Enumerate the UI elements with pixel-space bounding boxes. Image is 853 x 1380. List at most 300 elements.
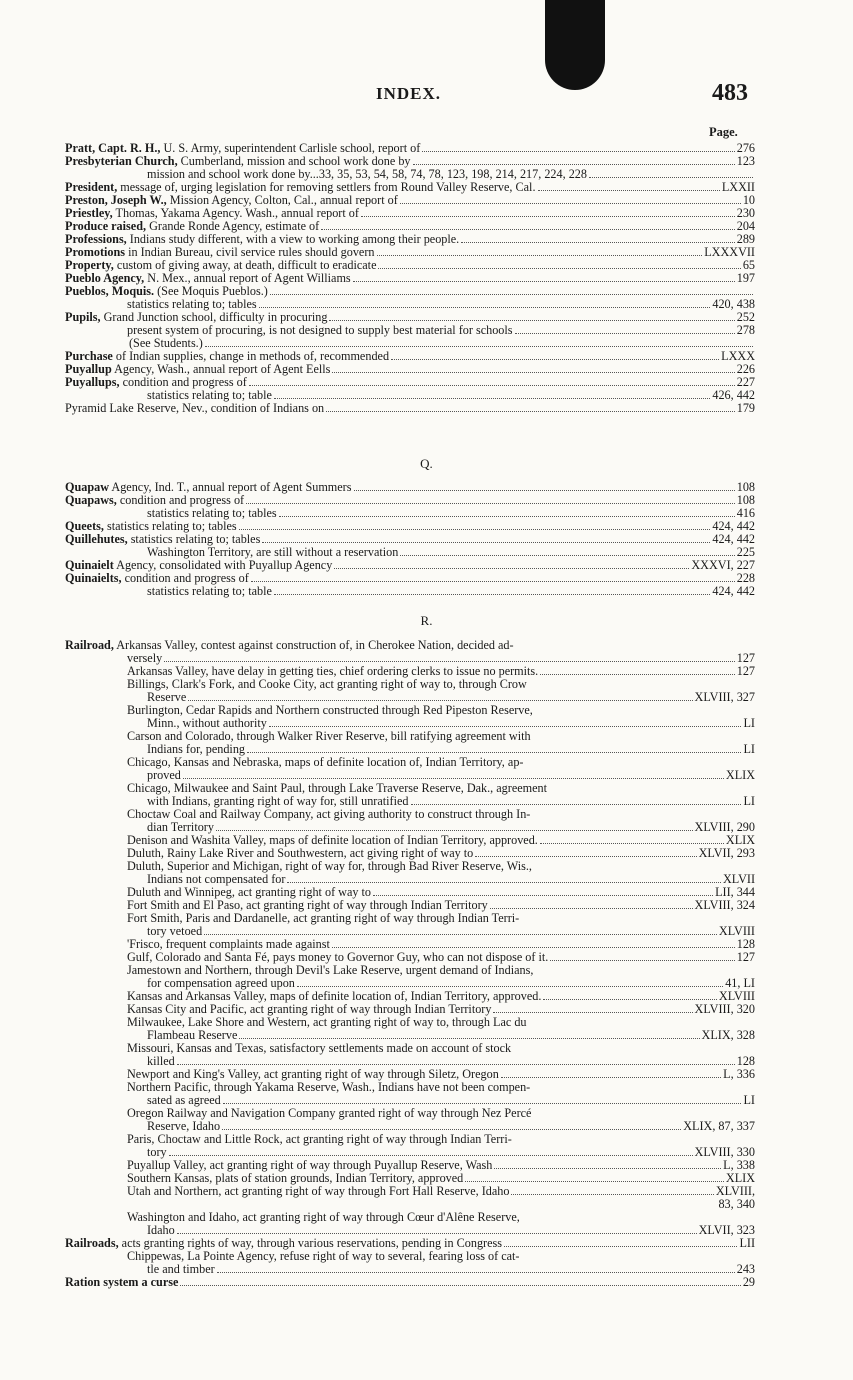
- entry-description: Washington and Idaho, act granting right of way through Cœur d'Alêne Reserve,: [127, 1211, 520, 1224]
- dot-leader: [504, 1246, 737, 1247]
- dot-leader: [332, 372, 734, 373]
- entry-heading: Quillehutes,: [65, 533, 128, 546]
- entry-text: [127, 1016, 527, 1029]
- dot-leader: [373, 895, 713, 896]
- index-entry: [65, 1211, 755, 1224]
- entry-description: Oregon Railway and Navigation Company granted right of way through Nez Percé: [127, 1107, 532, 1120]
- entry-page-reference: 108: [736, 494, 755, 507]
- dot-leader: [377, 255, 703, 256]
- entry-description: dian Territory: [147, 821, 214, 834]
- entry-description: tle and timber: [147, 1263, 215, 1276]
- index-entry: [65, 520, 755, 533]
- entry-page-reference: XLIX, 328: [701, 1029, 755, 1042]
- index-entry: [65, 1185, 755, 1198]
- dot-leader: [465, 1181, 724, 1182]
- dot-leader: [501, 1077, 721, 1078]
- dot-leader: [353, 281, 735, 282]
- entry-description: Fort Smith and El Paso, act granting right of way through Indian Territory: [127, 899, 488, 912]
- entry-text: [147, 821, 214, 834]
- dot-leader: [543, 999, 716, 1000]
- index-entry: [65, 1172, 755, 1185]
- entry-text: [65, 520, 237, 533]
- entry-text: [147, 1146, 167, 1159]
- entry-text: [65, 220, 319, 233]
- dot-leader: [274, 398, 710, 399]
- entry-description: Missouri, Kansas and Texas, satisfactory settlements made on account of stock: [127, 1042, 512, 1055]
- entry-text: [127, 1081, 530, 1094]
- entry-description: Newport and King's Valley, act granting right of way through Siletz, Oregon: [127, 1068, 499, 1081]
- index-entry: [65, 1133, 755, 1146]
- dot-leader: [511, 1194, 713, 1195]
- entry-page-reference: XLVII: [722, 873, 755, 886]
- entry-page-reference: 227: [736, 376, 755, 389]
- entry-text: [129, 337, 203, 350]
- index-entry: [65, 585, 755, 598]
- dot-leader: [329, 320, 734, 321]
- index-entry: [65, 704, 755, 717]
- index-entry: [65, 1081, 755, 1094]
- entry-page-reference: 65: [742, 259, 755, 272]
- entry-description: U. S. Army, superintendent Carlisle school, report of: [160, 142, 421, 155]
- page-number: 483: [712, 80, 748, 106]
- entry-page-reference: 424, 442: [712, 520, 755, 533]
- entry-text: [127, 1133, 512, 1146]
- index-entry: [65, 899, 755, 912]
- entry-description: versely: [127, 652, 163, 665]
- dot-leader: [270, 294, 753, 295]
- ink-blot: [545, 0, 605, 90]
- entry-description: statistics relating to; table: [147, 389, 272, 402]
- entry-page-reference: LI: [743, 743, 755, 756]
- entry-description: Reserve, Idaho: [147, 1120, 221, 1133]
- index-entry: [65, 795, 755, 808]
- entry-description: Burlington, Cedar Rapids and Northern constructed through Red Pipeston Reserve,: [127, 704, 533, 717]
- entry-page-reference: LII, 344: [715, 886, 755, 899]
- entry-description: Grand Junction school, difficulty in procuring: [100, 311, 328, 324]
- entry-text: [147, 1224, 175, 1237]
- entry-page-reference: LI: [743, 717, 755, 730]
- entry-text: [127, 912, 519, 925]
- dot-leader: [177, 1233, 697, 1234]
- entry-description: Northern Pacific, through Yakama Reserve, Wash., Indians have not been compen-: [127, 1081, 531, 1094]
- page-title: INDEX.: [376, 84, 442, 103]
- entry-text: [147, 691, 186, 704]
- entry-description: Agency, Wash., annual report of Agent Eells: [111, 363, 331, 376]
- entry-text: [65, 181, 536, 194]
- entry-description: Reserve: [147, 691, 187, 704]
- entry-description: 'Frisco, frequent complaints made against: [127, 938, 330, 951]
- entry-description: statistics relating to; tables: [103, 520, 237, 533]
- entry-page-reference: XLVIII: [718, 925, 755, 938]
- index-entry: [65, 376, 755, 389]
- entry-text: [65, 207, 359, 220]
- entry-description: Southern Kansas, plats of station grounds, Indian Territory, approved: [127, 1172, 464, 1185]
- index-entry: [65, 1237, 755, 1250]
- index-entry: [65, 533, 755, 546]
- entry-heading: Railroad,: [65, 639, 114, 652]
- index-entry: [65, 142, 755, 155]
- entry-page-reference: 127: [736, 652, 755, 665]
- entry-text: [127, 1068, 499, 1081]
- index-entry: [65, 207, 755, 220]
- dot-leader: [589, 177, 753, 178]
- entry-heading: Puyallup: [65, 363, 112, 376]
- entry-page-reference: XLIX: [725, 1172, 755, 1185]
- index-entry: [65, 572, 755, 585]
- entry-text: [127, 730, 531, 743]
- dot-leader: [279, 516, 735, 517]
- index-entry: [65, 678, 755, 691]
- index-entry: [65, 507, 755, 520]
- entry-page-reference: XLVIII, 330: [694, 1146, 755, 1159]
- entry-text: [147, 873, 285, 886]
- entry-description: Chicago, Milwaukee and Saint Paul, through Lake Traverse Reserve, Dak., agreement: [127, 782, 548, 795]
- index-entry: [65, 925, 755, 938]
- index-entry: [65, 546, 755, 559]
- index-entry: [65, 834, 755, 847]
- entry-text: [65, 311, 327, 324]
- entry-text: [147, 769, 181, 782]
- entry-text: [127, 899, 488, 912]
- entry-text: [147, 1263, 215, 1276]
- entry-text: [127, 782, 547, 795]
- entry-page-reference: L, 338: [723, 1159, 755, 1172]
- entry-heading: Puyallups,: [65, 376, 120, 389]
- entry-page-reference: 276: [736, 142, 755, 155]
- entry-text: [65, 233, 459, 246]
- dot-leader: [422, 151, 734, 152]
- entry-description: Mission Agency, Colton, Cal., annual report of: [166, 194, 398, 207]
- index-section-p: [65, 142, 755, 415]
- entry-page-reference: 123: [736, 155, 755, 168]
- dot-leader: [246, 503, 735, 504]
- entry-page-reference: XLVIII, 320: [694, 1003, 755, 1016]
- entry-description: Arkansas Valley, have delay in getting ties, chief ordering clerks to issue no permits.: [127, 665, 539, 678]
- entry-description: statistics relating to; tables: [147, 507, 277, 520]
- dot-leader: [400, 203, 741, 204]
- entry-heading: Preston, Joseph W.,: [65, 194, 167, 207]
- dot-leader: [400, 555, 734, 556]
- dot-leader: [239, 1038, 699, 1039]
- index-entry: [65, 1068, 755, 1081]
- entry-page-reference: 252: [736, 311, 755, 324]
- entry-description: sated as agreed: [147, 1094, 221, 1107]
- index-entry: [65, 402, 755, 415]
- dot-leader: [411, 804, 742, 805]
- entry-page-reference: 127: [736, 951, 755, 964]
- entry-description: Kansas City and Pacific, act granting right of way through Indian Territory: [127, 1003, 492, 1016]
- index-entry: [65, 194, 755, 207]
- entry-description: killed: [147, 1055, 175, 1068]
- dot-leader: [361, 216, 735, 217]
- dot-leader: [413, 164, 735, 165]
- dot-leader: [259, 307, 711, 308]
- dot-leader: [269, 726, 742, 727]
- entry-text: [127, 834, 538, 847]
- entry-description: condition and progress of: [119, 376, 247, 389]
- entry-text: [65, 272, 351, 285]
- index-entry: [65, 1276, 755, 1289]
- dot-leader: [169, 1155, 693, 1156]
- entry-text: [127, 756, 523, 769]
- entry-page-reference: XLIX, 87, 337: [683, 1120, 755, 1133]
- entry-text: [65, 639, 514, 652]
- entry-heading: Pueblos, Moquis.: [65, 285, 155, 298]
- dot-leader: [251, 581, 735, 582]
- entry-description: Gulf, Colorado and Santa Fé, pays money to Governor Guy, who can not dispose of it.: [127, 951, 549, 964]
- entry-text: [127, 1172, 463, 1185]
- index-entry: [65, 481, 755, 494]
- index-entry: [65, 1029, 755, 1042]
- entry-page-reference: XLIX: [725, 769, 755, 782]
- entry-text: [127, 652, 162, 665]
- entry-text: [127, 964, 533, 977]
- index-section-r: [65, 639, 755, 1289]
- entry-text: [65, 376, 247, 389]
- entry-description: Duluth, Superior and Michigan, right of way for, through Bad River Reserve, Wis.,: [127, 860, 532, 873]
- entry-text: [65, 142, 420, 155]
- entry-description: Billings, Clark's Fork, and Cooke City, act granting right of way to, through Crow: [127, 678, 527, 691]
- index-entry: [65, 990, 755, 1003]
- entry-text: [127, 951, 548, 964]
- dot-leader: [332, 947, 735, 948]
- entry-text: [147, 717, 267, 730]
- page-column-label: Page.: [709, 125, 738, 139]
- dot-leader: [550, 960, 734, 961]
- index-entry: [65, 233, 755, 246]
- index-entry: [65, 1042, 755, 1055]
- index-entry: [65, 220, 755, 233]
- index-entry: [65, 298, 755, 311]
- index-entry: [65, 743, 755, 756]
- entry-heading: Quapaw: [65, 481, 110, 494]
- index-entry: [65, 730, 755, 743]
- entry-description: (See Students.): [129, 337, 203, 350]
- entry-heading: Promotions: [65, 246, 126, 259]
- dot-leader: [334, 568, 689, 569]
- index-entry: [65, 1055, 755, 1068]
- entry-text: [147, 795, 409, 808]
- entry-description: Indians not compensated for: [147, 873, 286, 886]
- entry-page-reference: 83, 340: [718, 1198, 755, 1211]
- index-entry: [65, 808, 755, 821]
- entry-heading: Queets,: [65, 520, 104, 533]
- index-entry: [65, 782, 755, 795]
- index-entry: [65, 363, 755, 376]
- entry-page-reference: 197: [736, 272, 755, 285]
- entry-page-reference: LXXII: [721, 181, 755, 194]
- entry-text: [127, 1107, 531, 1120]
- dot-leader: [188, 700, 692, 701]
- dot-leader: [223, 1103, 742, 1104]
- entry-text: [127, 298, 257, 311]
- entry-heading: Pueblo Agency,: [65, 272, 145, 285]
- entry-page-reference: 108: [736, 481, 755, 494]
- entry-text: [127, 808, 530, 821]
- dot-leader: [326, 411, 735, 412]
- dot-leader: [177, 1064, 735, 1065]
- dot-leader: [217, 1272, 735, 1273]
- entry-description: Duluth and Winnipeg, act granting right of way to: [127, 886, 371, 899]
- entry-page-reference: XLVII, 293: [698, 847, 755, 860]
- entry-page-reference: 230: [736, 207, 755, 220]
- dot-leader: [490, 908, 693, 909]
- entry-text: [147, 925, 202, 938]
- entry-page-reference: LII: [739, 1237, 755, 1250]
- entry-description: Idaho: [147, 1224, 175, 1237]
- entry-text: [147, 585, 272, 598]
- entry-description: Utah and Northern, act granting right of way through Fort Hall Reserve, Idaho: [127, 1185, 510, 1198]
- entry-text: [147, 1094, 221, 1107]
- index-entry: [65, 155, 755, 168]
- dot-leader: [249, 385, 735, 386]
- entry-page-reference: 128: [736, 938, 755, 951]
- entry-text: [147, 743, 245, 756]
- dot-leader: [540, 674, 735, 675]
- index-entry: [65, 691, 755, 704]
- index-entry: [65, 324, 755, 337]
- index-entry: [65, 938, 755, 951]
- entry-text: [147, 977, 295, 990]
- index-entry: [65, 860, 755, 873]
- entry-description: for compensation agreed upon: [147, 977, 295, 990]
- entry-description: Carson and Colorado, through Walker River Reserve, bill ratifying agreement with: [127, 730, 531, 743]
- entry-description: condition and progress of: [121, 572, 249, 585]
- entry-text: [65, 559, 332, 572]
- entry-description: (See Moquis Pueblos.): [154, 285, 268, 298]
- entry-page-reference: XLIX: [725, 834, 755, 847]
- entry-page-reference: 204: [736, 220, 755, 233]
- entry-text: [127, 1250, 519, 1263]
- entry-page-reference: 420, 438: [712, 298, 755, 311]
- entry-description: of Indian supplies, change in methods of, recommended: [112, 350, 390, 363]
- entry-text: [147, 1120, 220, 1133]
- entry-text: [65, 285, 268, 298]
- dot-leader: [515, 333, 735, 334]
- dot-leader: [205, 346, 753, 347]
- index-entry: [65, 559, 755, 572]
- entry-page-reference: 29: [742, 1276, 755, 1289]
- entry-description: Duluth, Rainy Lake River and Southwestern, act giving right of way to: [127, 847, 474, 860]
- entry-description: statistics relating to; tables: [127, 298, 257, 311]
- entry-text: [127, 860, 532, 873]
- index-section-q: [65, 481, 755, 598]
- entry-heading: Property,: [65, 259, 114, 272]
- entry-page-reference: LI: [743, 1094, 755, 1107]
- entry-heading: Quinaielt: [65, 559, 114, 572]
- index-entry: [65, 665, 755, 678]
- entry-text: [65, 246, 375, 259]
- entry-heading: Quapaws,: [65, 494, 117, 507]
- entry-description: Choctaw Coal and Railway Company, act giving authority to construct through In-: [127, 808, 531, 821]
- entry-description: in Indian Bureau, civil service rules should govern: [125, 246, 375, 259]
- dot-leader: [494, 1168, 721, 1169]
- entry-heading: Professions,: [65, 233, 127, 246]
- index-entry: [65, 1159, 755, 1172]
- entry-description: Chippewas, La Pointe Agency, refuse right of way to several, fearing loss of cat-: [127, 1250, 520, 1263]
- index-entry: [65, 912, 755, 925]
- entry-text: [65, 1276, 178, 1289]
- entry-page-reference: XLVIII: [718, 990, 755, 1003]
- entry-description: Fort Smith, Paris and Dardanelle, act granting right of way through Indian Terri-: [127, 912, 520, 925]
- dot-leader: [540, 843, 724, 844]
- index-entry: [65, 652, 755, 665]
- dot-leader: [475, 856, 696, 857]
- entry-description: Cumberland, mission and school work done by: [177, 155, 411, 168]
- entry-description: present system of procuring, is not designed to supply best material for schools: [127, 324, 513, 337]
- index-entry: [65, 821, 755, 834]
- entry-text: [65, 155, 411, 168]
- entry-description: Kansas and Arkansas Valley, maps of definite location of, Indian Territory, approved.: [127, 990, 542, 1003]
- entry-text: [147, 1029, 237, 1042]
- entry-description: with Indians, granting right of way for, still unratified: [147, 795, 409, 808]
- index-entry: [65, 1094, 755, 1107]
- index-entry: [65, 311, 755, 324]
- entry-page-reference: 416: [736, 507, 755, 520]
- index-entry: [65, 259, 755, 272]
- entry-page-reference: 426, 442: [712, 389, 755, 402]
- index-entry: [65, 1120, 755, 1133]
- index-entry: [65, 977, 755, 990]
- entry-text: [147, 168, 587, 181]
- entry-description: statistics relating to; tables: [127, 533, 261, 546]
- entry-page-reference: 127: [736, 665, 755, 678]
- entry-text: [127, 665, 538, 678]
- index-entry: [65, 847, 755, 860]
- entry-description: Washington Territory, are still without a reservation: [147, 546, 399, 559]
- entry-description: N. Mex., annual report of Agent Williams: [144, 272, 351, 285]
- entry-description: Minn., without authority: [147, 717, 267, 730]
- entry-text: [127, 324, 513, 337]
- dot-leader: [180, 1285, 740, 1286]
- entry-text: [65, 533, 260, 546]
- entry-heading: Presbyterian Church,: [65, 155, 178, 168]
- dot-leader: [391, 359, 719, 360]
- dot-leader: [164, 661, 735, 662]
- dot-leader: [183, 778, 724, 779]
- entry-heading: President,: [65, 181, 118, 194]
- entry-description: Agency, consolidated with Puyallup Agency: [113, 559, 333, 572]
- entry-heading: Pratt, Capt. R. H.,: [65, 142, 161, 155]
- entry-page-reference: LXXXVII: [704, 246, 755, 259]
- index-entry: [65, 389, 755, 402]
- entry-heading: Purchase: [65, 350, 113, 363]
- entry-description: acts granting rights of way, through various reservations, pending in Congress: [118, 1237, 503, 1250]
- index-entry: [65, 246, 755, 259]
- entry-heading: Ration system a curse: [65, 1276, 179, 1289]
- entry-description: Thomas, Yakama Agency. Wash., annual report of: [112, 207, 359, 220]
- dot-leader: [216, 830, 693, 831]
- entry-page-reference: 289: [736, 233, 755, 246]
- index-entry: [65, 272, 755, 285]
- entry-description: tory vetoed: [147, 925, 203, 938]
- index-entry: [65, 168, 755, 181]
- dot-leader: [378, 268, 740, 269]
- entry-description: Jamestown and Northern, through Devil's Lake Reserve, urgent demand of Indians,: [127, 964, 534, 977]
- entry-description: message of, urging legislation for removing settlers from Round Valley Reserve, Cal.: [117, 181, 536, 194]
- entry-page-reference: XLVIII, 324: [694, 899, 755, 912]
- dot-leader: [461, 242, 734, 243]
- index-entry: [65, 350, 755, 363]
- index-entry: [65, 1198, 755, 1211]
- entry-text: [127, 1003, 491, 1016]
- index-entry: [65, 873, 755, 886]
- index-entry: [65, 769, 755, 782]
- entry-page-reference: XLVIII, 327: [694, 691, 755, 704]
- entry-page-reference: 424, 442: [712, 585, 755, 598]
- entry-description: Denison and Washita Valley, maps of definite location of Indian Territory, approved.: [127, 834, 538, 847]
- entry-description: tory: [147, 1146, 167, 1159]
